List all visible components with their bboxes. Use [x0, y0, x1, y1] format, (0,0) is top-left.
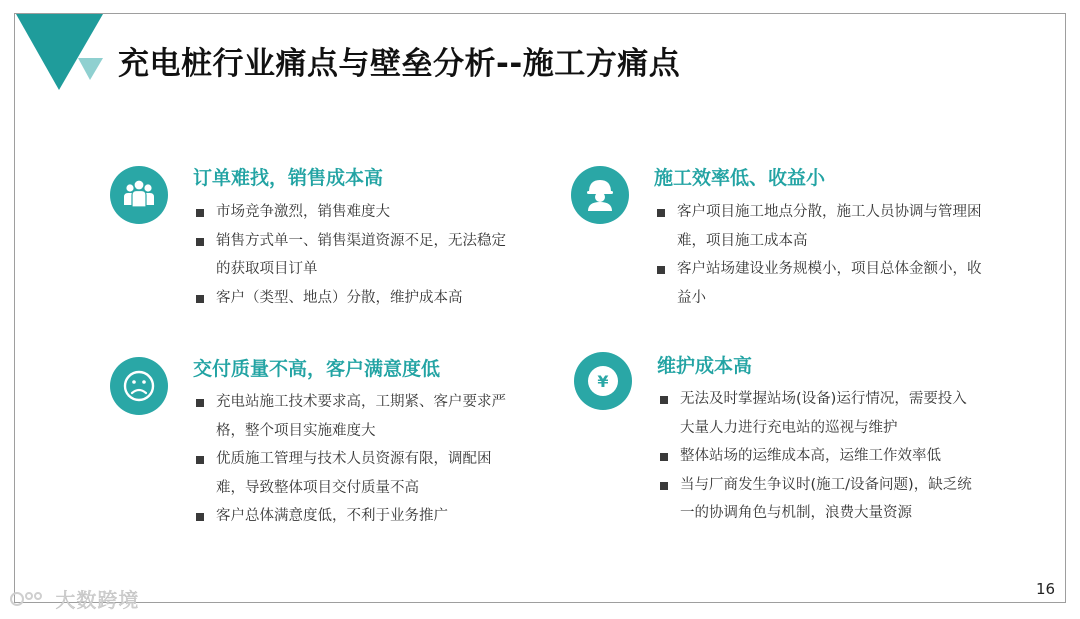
light-triangle [78, 58, 103, 80]
list-item: 无法及时掌握站场(设备)运行情况，需要投入大量人力进行充电站的巡视与维护 [660, 385, 980, 442]
section-heading-orders: 订单难找，销售成本高 [193, 167, 384, 189]
list-item: 充电站施工技术要求高，工期紧、客户要求严格，整个项目实施难度大 [196, 388, 516, 445]
watermark-logo-icon [8, 588, 48, 610]
list-item: 客户项目施工地点分散，施工人员协调与管理困难，项目施工成本高 [657, 198, 987, 255]
list-item: 整体站场的运维成本高，运维工作效率低 [660, 442, 980, 471]
section-list-maintenance [660, 385, 980, 528]
list-item: 当与厂商发生争议时(施工/设备问题)，缺乏统一的协调角色与机制，浪费大量资源 [660, 471, 980, 528]
watermark [8, 584, 139, 613]
list-item: 销售方式单一、销售渠道资源不足，无法稳定的获取项目订单 [196, 227, 516, 284]
slide-title: 充电桩行业痛点与壁垒分析--施工方痛点 [118, 46, 681, 82]
list-item: 客户（类型、地点）分散，维护成本高 [196, 284, 516, 313]
corner-triangle-decoration [0, 0, 110, 95]
yen-glyph: ¥ [597, 372, 609, 391]
section-heading-efficiency: 施工效率低、收益小 [654, 167, 826, 189]
list-item: 客户站场建设业务规模小，项目总体金额小，收益小 [657, 255, 987, 312]
list-item: 市场竞争激烈，销售难度大 [196, 198, 516, 227]
section-list-efficiency [657, 198, 987, 312]
section-list-orders [196, 198, 516, 312]
yen-coin-icon [574, 352, 632, 410]
section-list-quality [196, 388, 516, 531]
page-number: 16 [1036, 580, 1056, 598]
worker-helmet-icon [571, 166, 629, 224]
sad-face-icon [110, 357, 168, 415]
group-of-people-icon [110, 166, 168, 224]
watermark-text: 大数跨境 [55, 588, 140, 612]
list-item: 客户总体满意度低，不利于业务推广 [196, 502, 516, 531]
section-heading-maintenance: 维护成本高 [657, 355, 753, 377]
section-heading-quality: 交付质量不高，客户满意度低 [193, 358, 441, 380]
list-item: 优质施工管理与技术人员资源有限，调配困难，导致整体项目交付质量不高 [196, 445, 516, 502]
